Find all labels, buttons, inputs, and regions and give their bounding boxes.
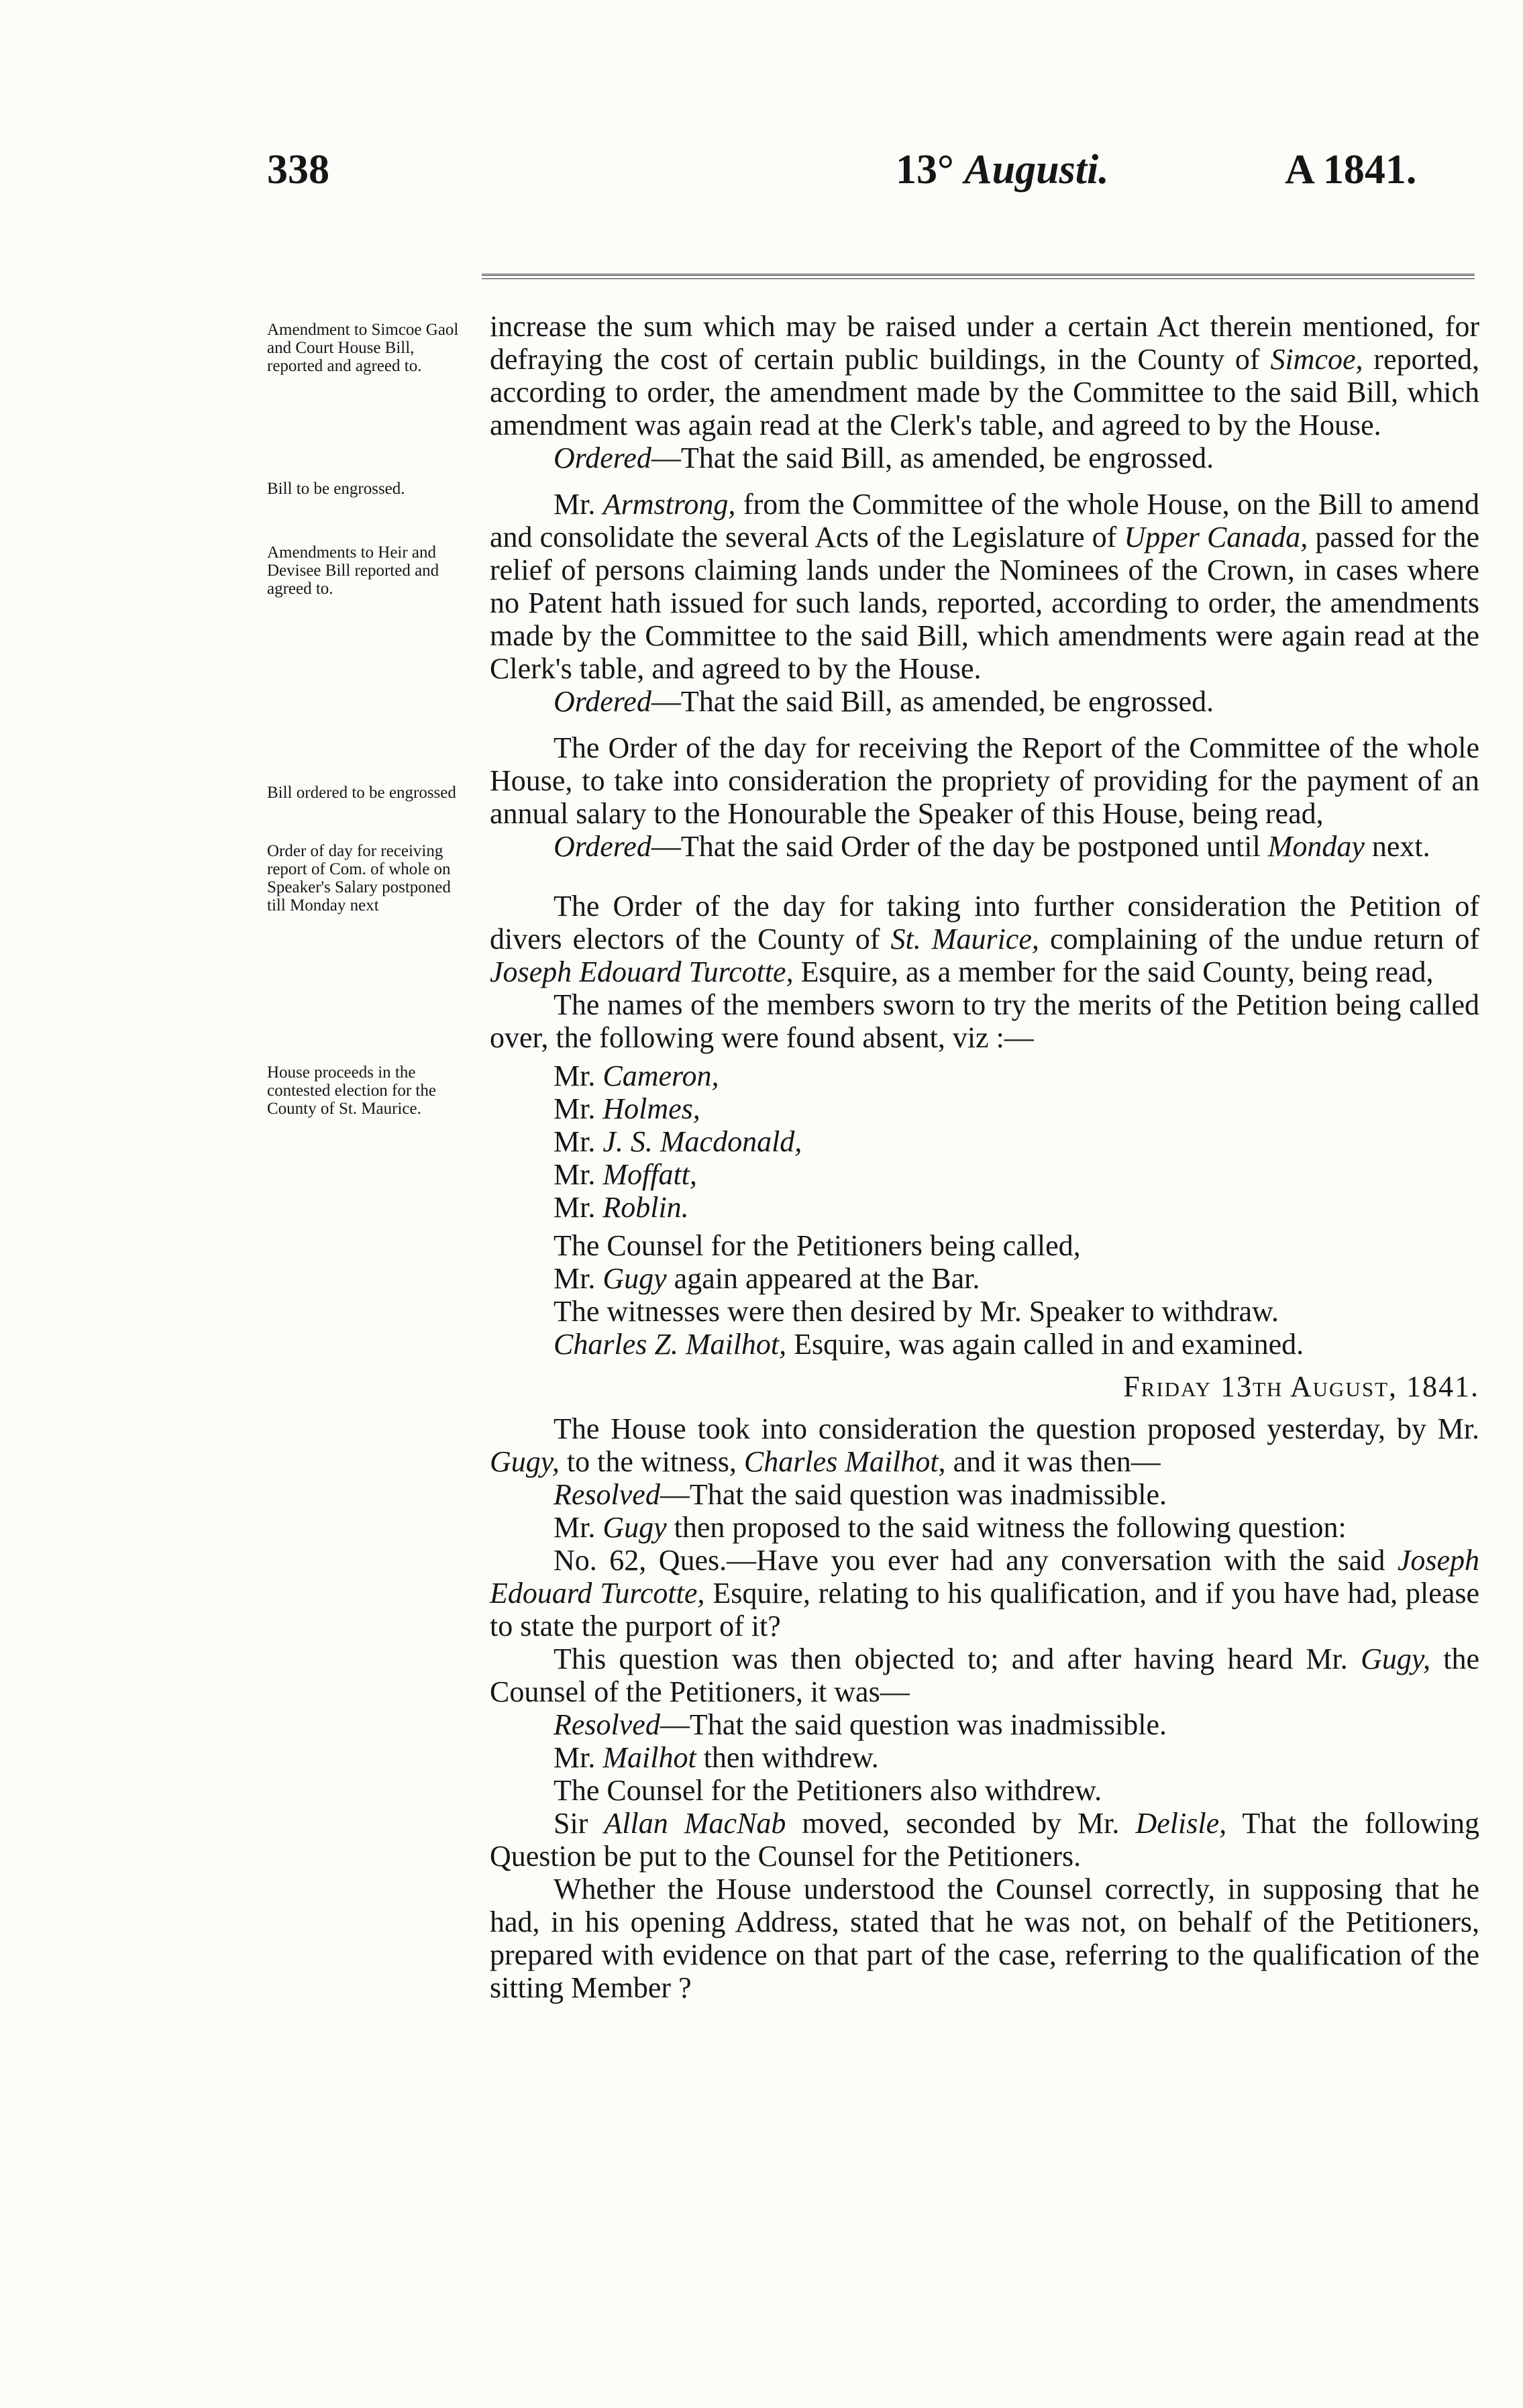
page-number: 338: [267, 147, 329, 193]
text: The Order of the day for taking into further consideration the Petition of divers electors of the County of: [490, 890, 1479, 955]
person-name: Roblin.: [602, 1191, 689, 1224]
paragraph-counsel-called: [490, 1229, 1479, 1262]
resolved-label: Resolved: [554, 1478, 660, 1511]
margin-note-st-maurice: House proceeds in the contested election for the County of St. Maurice.: [267, 1063, 436, 1118]
margin-note-heir-devisee: Amendments to Heir and Devisee Bill reported and agreed to.: [267, 543, 439, 598]
paragraph-question-62: [490, 1544, 1479, 1642]
person-name: Gugy: [602, 1511, 667, 1544]
resolved-label: Resolved: [554, 1708, 660, 1741]
text: No. 62, Ques.—Have you ever had any conversation with the said: [554, 1544, 1385, 1577]
place-name: Simcoe,: [1270, 343, 1363, 376]
text: The witnesses were then desired by Mr. Speaker to withdraw.: [554, 1295, 1279, 1328]
text: This question was then objected to; and after having heard Mr.: [554, 1642, 1348, 1675]
text: Mr.: [554, 1191, 596, 1224]
text: Esquire, as a member for the said County, being read,: [800, 955, 1434, 988]
header-date: [896, 146, 1109, 194]
margin-note-engrossed-2: Bill ordered to be engrossed: [267, 784, 456, 802]
text: The names of the members sworn to try the merits of the Petition being called over, the following were found absent, viz :—: [490, 988, 1479, 1054]
header-rule: [482, 274, 1475, 279]
text: Esquire, relating to his qualification, and if you have had, please to state the purport of it?: [490, 1577, 1479, 1642]
text: passed for the relief of persons claiming lands under the Nominees of the Crown, in cases where no Patent hath issued for such lands, reported, according to order, the amendments made by the Committee to the said Bill, which amendments were again read at the Clerk's table, and agreed to by the House.: [490, 521, 1479, 685]
text: —That the said Bill, as amended, be engrossed.: [651, 441, 1214, 474]
resolved-inadmissible-2: [490, 1708, 1479, 1741]
paragraph-objected: [490, 1642, 1479, 1708]
text: Mr.: [554, 1125, 596, 1158]
person-name: Charles Mailhot,: [743, 1445, 946, 1478]
text: moved, seconded by Mr.: [802, 1807, 1120, 1840]
ordered-label: Ordered: [554, 441, 651, 474]
date-line: Friday 13th August, 1841.: [1123, 1370, 1479, 1403]
paragraph-mailhot-examined: [490, 1328, 1479, 1361]
person-name: Moffatt,: [602, 1158, 697, 1191]
margin-note-engrossed-1: Bill to be engrossed.: [267, 480, 405, 498]
text: Whether the House understood the Counsel correctly, in supposing that he had, in his opening Address, stated that he was not, on behalf of the Petitioners, prepared with evidence on that part of the case, referring to the qualification of the sitting Member ?: [490, 1873, 1479, 2004]
place-name: Upper Canada,: [1124, 521, 1308, 554]
text: increase the sum which may be raised under a certain Act therein mentioned, for defraying the cost of certain public buildings, in the County of: [490, 310, 1479, 376]
text: Mr.: [554, 1059, 596, 1092]
text: That the following Question be put to the Counsel for the Petitioners.: [490, 1807, 1479, 1873]
ordered-label: Ordered: [554, 830, 651, 863]
person-name: Joseph Edouard Turcotte,: [490, 1544, 1479, 1610]
text: Sir: [554, 1807, 588, 1840]
person-name: Charles Z. Mailhot,: [554, 1328, 787, 1361]
paragraph-gugy-proposed: [490, 1511, 1479, 1544]
text: Mr.: [554, 1158, 596, 1191]
person-name: Armstrong,: [602, 488, 736, 521]
text: next.: [1371, 830, 1430, 863]
text: again appeared at the Bar.: [674, 1262, 980, 1295]
ordered-postponed: [490, 830, 1479, 863]
text: —That the said Order of the day be postponed until: [651, 830, 1261, 863]
text: complaining of the undue return of: [1049, 923, 1479, 955]
text: Mr.: [554, 1511, 596, 1544]
person-name: Cameron,: [602, 1059, 719, 1092]
paragraph-witnesses-withdraw: [490, 1295, 1479, 1328]
paragraph-st-maurice: [490, 890, 1479, 988]
ordered-engrossed-1: [490, 441, 1479, 474]
text: The House took into consideration the question proposed yesterday, by Mr.: [554, 1412, 1479, 1445]
text: Mr.: [554, 488, 596, 521]
person-name: Delisle,: [1135, 1807, 1227, 1840]
paragraph-simcoe: [490, 310, 1479, 441]
ordered-label: Ordered: [554, 685, 651, 718]
paragraph-absent-members: [490, 988, 1479, 1054]
day-name: Monday: [1267, 830, 1365, 863]
text: then withdrew.: [703, 1741, 879, 1774]
text: The Counsel for the Petitioners being called,: [554, 1229, 1081, 1262]
person-name: Gugy,: [1361, 1642, 1430, 1675]
header-year: A 1841.: [1285, 147, 1417, 193]
text: The Counsel for the Petitioners also withdrew.: [554, 1774, 1102, 1807]
text: The Order of the day for receiving the Report of the Committee of the whole House, to take into consideration the propriety of providing for the payment of an annual salary to the Honourable the Speaker of this House, being read,: [490, 731, 1479, 830]
member-list-item: [490, 1158, 1479, 1191]
header-date-day: 13°: [896, 147, 954, 193]
text: —That the said Bill, as amended, be engrossed.: [651, 685, 1214, 718]
header-date-month: Augusti.: [964, 147, 1109, 193]
text: Esquire, was again called in and examined.: [794, 1328, 1304, 1361]
text: to the witness,: [566, 1445, 737, 1478]
member-list-item: [490, 1059, 1479, 1092]
member-list-item: [490, 1092, 1479, 1125]
person-name: Allan MacNab: [604, 1807, 786, 1840]
person-name: Gugy,: [490, 1445, 560, 1478]
text: Mr.: [554, 1262, 596, 1295]
paragraph-counsel-withdrew: [490, 1774, 1479, 1807]
member-list-item: [490, 1191, 1479, 1224]
paragraph-armstrong: [490, 488, 1479, 685]
text: from the Committee of the whole House, on the Bill to amend and consolidate the several Acts of the Legislature of: [490, 488, 1480, 554]
paragraph-mailhot-withdrew: [490, 1741, 1479, 1774]
person-name: Holmes,: [602, 1092, 700, 1125]
text: Mr.: [554, 1741, 596, 1774]
text: —That the said question was inadmissible.: [660, 1708, 1167, 1741]
margin-note-simcoe: Amendment to Simcoe Gaol and Court House Bill, reported and agreed to.: [267, 321, 459, 375]
ordered-engrossed-2: [490, 685, 1479, 718]
place-name: St. Maurice,: [890, 923, 1039, 955]
paragraph-macnab-moved: [490, 1807, 1479, 1873]
text: the Counsel of the Petitioners, it was—: [490, 1642, 1480, 1708]
paragraph-gugy-appeared: [490, 1262, 1479, 1295]
person-name: Mailhot: [602, 1741, 696, 1774]
text: —That the said question was inadmissible.: [660, 1478, 1167, 1511]
person-name: Gugy: [602, 1262, 667, 1295]
resolved-inadmissible-1: [490, 1478, 1479, 1511]
text: reported, according to order, the amendment made by the Committee to the said Bill, which amendment was again read at the Clerk's table, and agreed to by the House.: [490, 343, 1480, 441]
text: then proposed to the said witness the following question:: [674, 1511, 1347, 1544]
journal-body: [490, 310, 1479, 2004]
page-header: [0, 146, 1523, 207]
margin-note-speaker-salary: Order of day for receiving report of Com. of whole on Speaker's Salary postponed till Monday next: [267, 842, 451, 914]
text: Mr.: [554, 1092, 596, 1125]
text: and it was then—: [953, 1445, 1161, 1478]
person-name: Joseph Edouard Turcotte,: [490, 955, 794, 988]
paragraph-speaker-salary: [490, 731, 1479, 830]
paragraph-question-to-counsel: [490, 1873, 1479, 2004]
person-name: J. S. Macdonald,: [602, 1125, 802, 1158]
member-list-item: [490, 1125, 1479, 1158]
paragraph-question-considered: [490, 1412, 1479, 1478]
